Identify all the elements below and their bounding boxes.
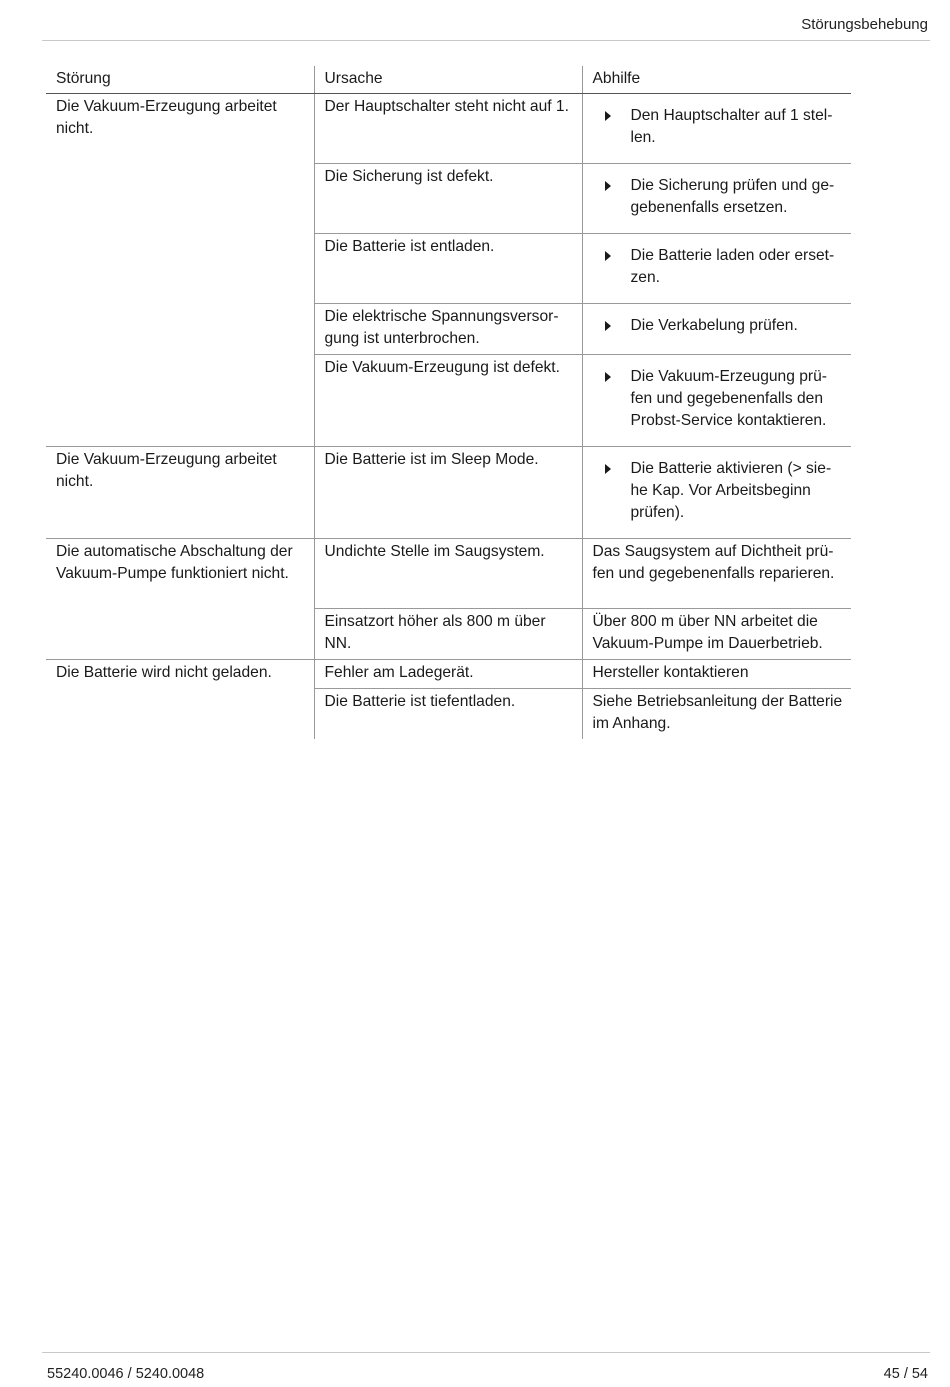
cause-cell: Die elektrische Spannungsversorgung ist unterbrochen. xyxy=(314,304,582,355)
triangle-bullet-icon xyxy=(605,111,611,121)
triangle-bullet-icon xyxy=(605,372,611,382)
triangle-bullet-icon xyxy=(605,251,611,261)
footer-divider xyxy=(42,1352,930,1353)
remedy-text: Die Batterie aktivieren (> siehe Kap. Vor Arbeitsbeginn prüfen). xyxy=(630,460,832,521)
cause-cell: Die Batterie ist tiefentladen. xyxy=(314,689,582,740)
fault-cell: Die automatische Abschaltung der Vakuum-Pumpe funktioniert nicht. xyxy=(46,539,314,660)
cause-cell: Einsatzort höher als 800 m über NN. xyxy=(314,609,582,660)
header-divider xyxy=(42,40,930,41)
column-header-fault: Störung xyxy=(46,66,314,94)
remedy-text: Die Verkabelung prüfen. xyxy=(630,317,798,334)
cause-cell: Der Hauptschalter steht nicht auf 1. xyxy=(314,94,582,164)
fault-cell: Die Vakuum-Erzeugung arbeitet nicht. xyxy=(46,447,314,539)
remedy-cell: Siehe Betriebsanleitung der Batterie im Anhang. xyxy=(582,689,851,740)
column-header-cause: Ursache xyxy=(314,66,582,94)
fault-cell: Die Vakuum-Erzeugung arbeitet nicht. xyxy=(56,98,277,137)
remedy-cell xyxy=(582,94,851,164)
remedy-list-item xyxy=(593,315,844,337)
remedy-cell xyxy=(582,355,851,447)
cause-cell: Undichte Stelle im Saugsystem. xyxy=(314,539,582,609)
table-row xyxy=(46,94,851,164)
section-title: Störungsbehebung xyxy=(801,16,928,33)
cause-cell: Die Sicherung ist defekt. xyxy=(314,164,582,234)
table-header-row xyxy=(46,66,851,94)
remedy-cell xyxy=(582,234,851,304)
triangle-bullet-icon xyxy=(605,464,611,474)
fault-cell: Die Batterie wird nicht geladen. xyxy=(46,660,314,740)
remedy-cell xyxy=(582,447,851,539)
remedy-list-item xyxy=(593,366,844,432)
remedy-cell: Über 800 m über NN arbeitet die Vakuum-Pumpe im Dauerbetrieb. xyxy=(582,609,851,660)
remedy-cell xyxy=(582,304,851,355)
table-row xyxy=(46,447,851,539)
cause-cell: Fehler am Ladegerät. xyxy=(314,660,582,689)
troubleshooting-table xyxy=(46,66,851,739)
remedy-cell: Das Saugsystem auf Dichtheit prüfen und gegebenenfalls reparieren. xyxy=(582,539,851,609)
remedy-list-item xyxy=(593,245,844,289)
column-header-remedy: Abhilfe xyxy=(582,66,851,94)
remedy-text: Die Vakuum-Erzeugung prüfen und gegebenenfalls den Probst-Service kontaktieren. xyxy=(630,368,827,429)
table-row xyxy=(46,660,851,689)
remedy-list-item xyxy=(593,105,844,149)
triangle-bullet-icon xyxy=(605,321,611,331)
cause-cell: Die Batterie ist im Sleep Mode. xyxy=(314,447,582,539)
remedy-text: Den Hauptschalter auf 1 stellen. xyxy=(630,107,833,146)
remedy-cell: Hersteller kontaktieren xyxy=(582,660,851,689)
remedy-text: Die Sicherung prüfen und gegebenenfalls ersetzen. xyxy=(630,177,835,216)
document-number: 55240.0046 / 5240.0048 xyxy=(47,1366,205,1382)
remedy-list-item xyxy=(593,458,844,524)
remedy-text: Die Batterie laden oder ersetzen. xyxy=(630,247,835,286)
cause-cell: Die Vakuum-Erzeugung ist defekt. xyxy=(314,355,582,447)
remedy-list-item xyxy=(593,175,844,219)
remedy-cell xyxy=(582,164,851,234)
page-number: 45 / 54 xyxy=(883,1366,928,1382)
triangle-bullet-icon xyxy=(605,181,611,191)
table-row xyxy=(46,539,851,609)
cause-cell: Die Batterie ist entladen. xyxy=(314,234,582,304)
